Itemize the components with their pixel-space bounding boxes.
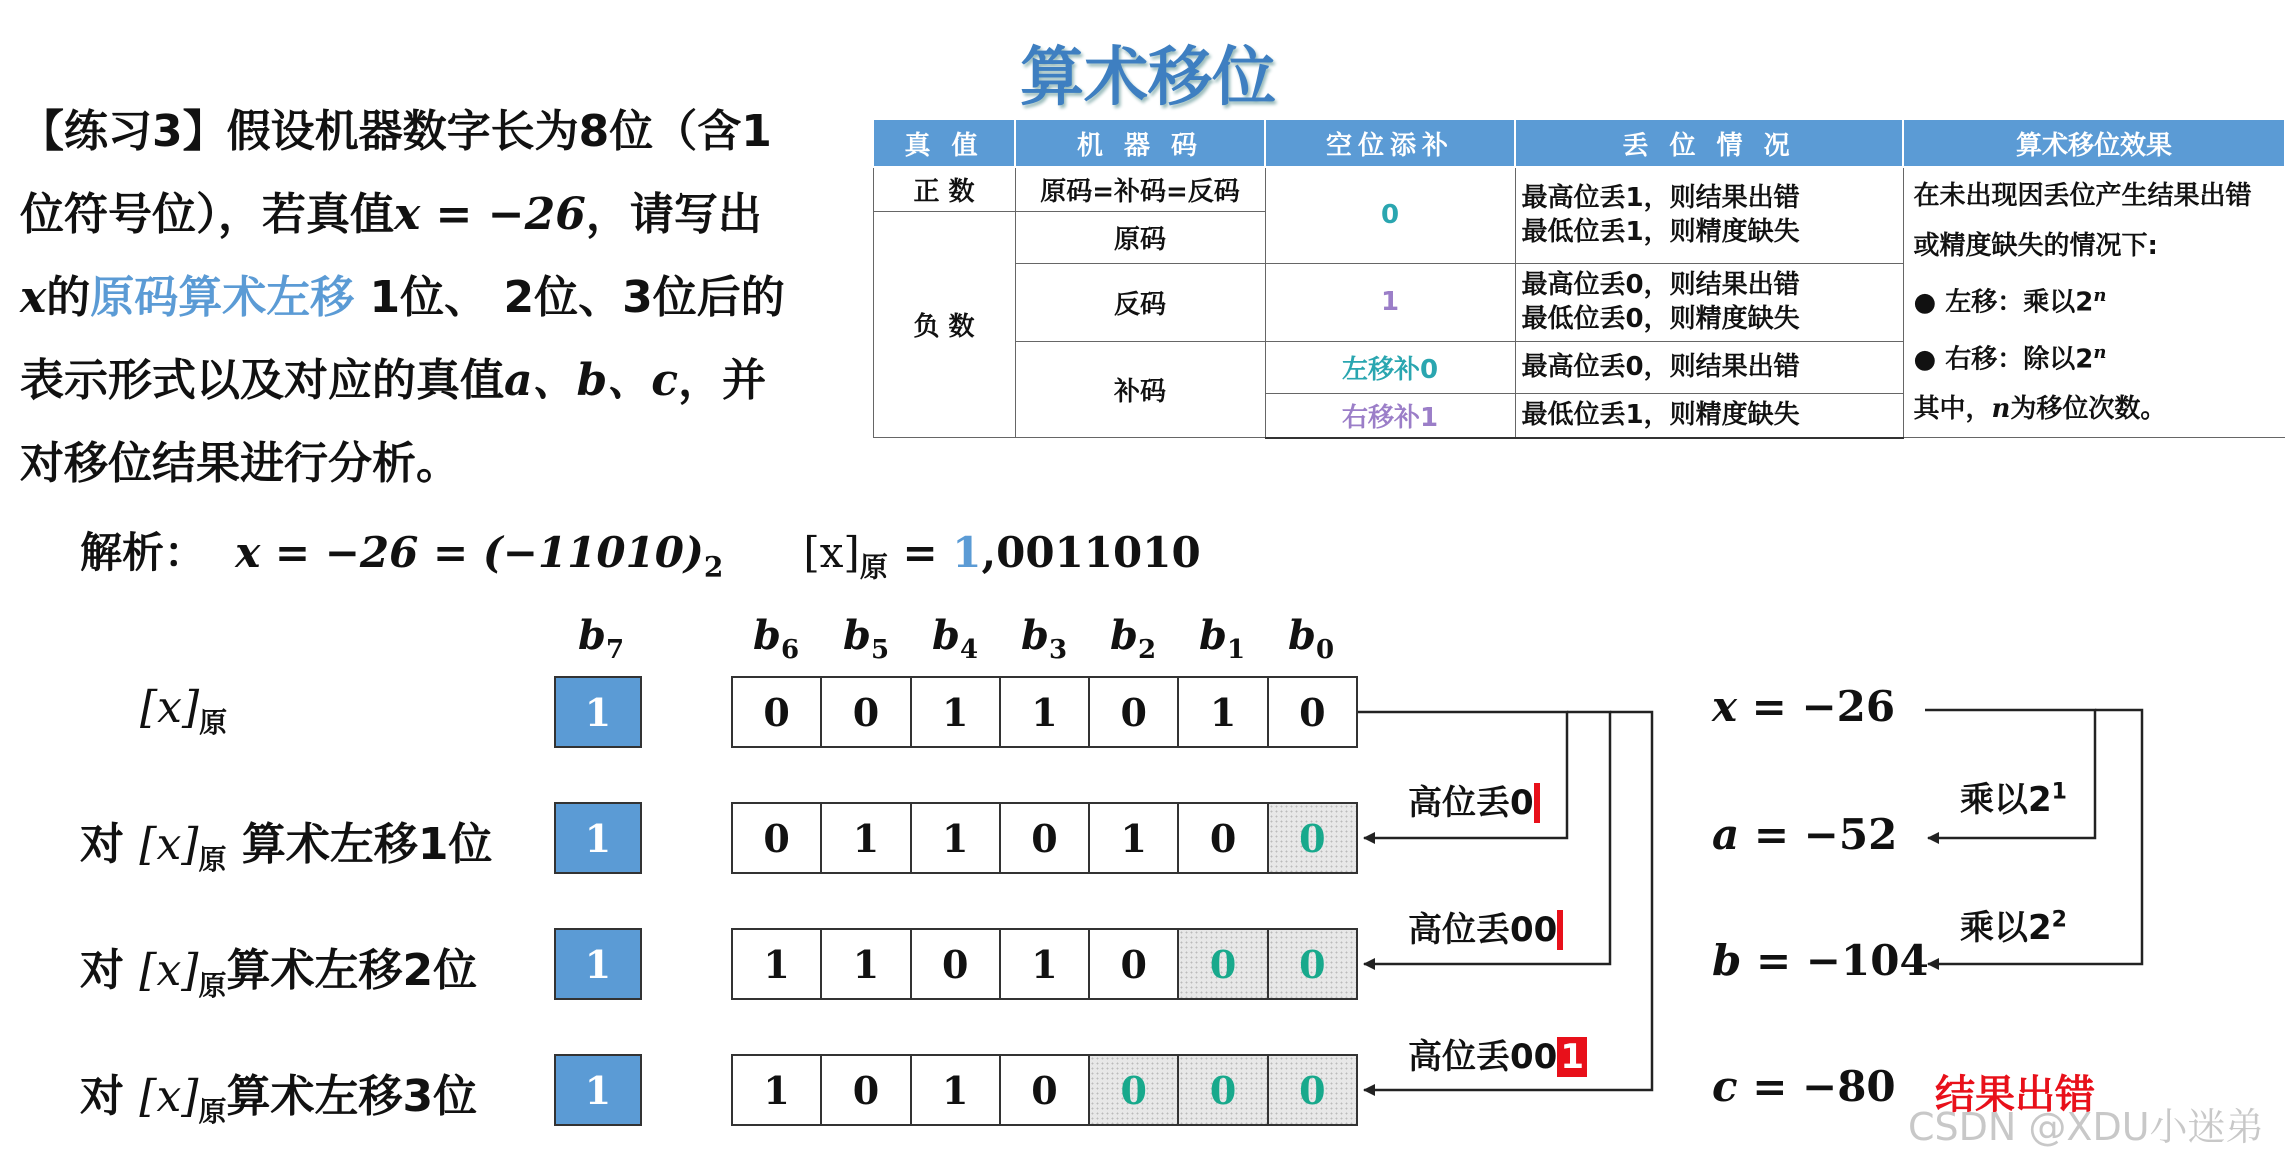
- mul-text: 乘以2: [1960, 780, 2052, 820]
- effect-note: 为移位次数。: [2010, 394, 2167, 425]
- bit-cell: 0: [1001, 804, 1090, 872]
- effect-note: 其中，: [1913, 394, 1992, 425]
- bit-cell: 0: [1179, 804, 1268, 872]
- bit-label-letter: b: [578, 612, 606, 659]
- effect-sup: n: [2093, 341, 2107, 363]
- bit-cell: 1: [1001, 930, 1090, 998]
- cell-positive-code: 原码=补码=反码: [1015, 167, 1265, 212]
- bit-cell: 1: [912, 678, 1001, 746]
- problem-text-2: ，请写出: [585, 189, 762, 240]
- tv-eq: = −80: [1737, 1062, 1896, 1111]
- effect-line-2: 或精度缺失的情况下:: [1913, 231, 2158, 261]
- row-sub: 原: [198, 843, 227, 876]
- bit-cell: 1: [733, 930, 822, 998]
- cell-neg-yuan: 原码: [1015, 212, 1265, 264]
- tv-eq: = −52: [1739, 810, 1898, 859]
- sign-bit: 1: [554, 1054, 642, 1126]
- analysis-x-base: 2: [703, 550, 724, 584]
- sign-bit: 1: [554, 928, 642, 1000]
- problem-x-value: x = −26: [394, 189, 586, 240]
- bit-cell-filled: 0: [1269, 1056, 1356, 1124]
- lost-label-3: [1408, 1029, 1587, 1078]
- analysis-label: 解析：: [80, 528, 207, 577]
- row-suffix: 算术左移2位: [226, 945, 478, 996]
- lost-red: [1557, 910, 1563, 950]
- analysis-rest-bits: ,0011010: [981, 528, 1201, 577]
- tv-eq: = −104: [1741, 936, 1929, 985]
- effect-line-1: 在未出现因丢位产生结果出错: [1913, 181, 2252, 211]
- bit-cell-filled: 0: [1269, 804, 1356, 872]
- effect-sup: n: [2093, 285, 2107, 306]
- analysis-eq: =: [887, 528, 953, 577]
- lost-red-bit: 1: [1557, 1037, 1587, 1077]
- tv-eq: = −26: [1737, 682, 1896, 731]
- lost-text: 高位丢0: [1408, 783, 1534, 823]
- bit-cell: 0: [1299, 689, 1326, 735]
- cell-neg-fan: 反码: [1015, 263, 1265, 341]
- cell-fill-left: 左移补0: [1265, 341, 1515, 393]
- bit-label-sub: 4: [959, 635, 979, 665]
- bit-label-sub: 3: [1048, 635, 1068, 665]
- bit-label-sub: 5: [870, 635, 890, 665]
- row-suffix: 算术左移3位: [226, 1071, 478, 1122]
- bit-label-letter: b: [843, 612, 871, 659]
- cell-negative: 负 数: [873, 212, 1015, 438]
- true-value-c: [1712, 1062, 1896, 1111]
- loss-line: 最低位丢0，则精度缺失: [1521, 304, 1800, 335]
- bit-cell: 0: [822, 678, 911, 746]
- problem-text-4: 1位、 2位、3位后的表示形式以及对应的真值: [20, 272, 785, 406]
- problem-highlight: 原码算术左移: [90, 272, 355, 323]
- bit-cell: 1: [822, 804, 911, 872]
- loss-line: 最高位丢0，则结果出错: [1521, 270, 1800, 301]
- bit-cell: 1: [1179, 678, 1268, 746]
- row-prefix: 对: [80, 1071, 140, 1122]
- tv-var: a: [1712, 810, 1740, 859]
- row-x: [x]: [140, 682, 200, 733]
- row-suffix: 算术左移1位: [226, 819, 493, 870]
- bit-label-sub: 6: [780, 635, 800, 665]
- bit-cell: 0: [1090, 930, 1179, 998]
- header-loss: 丢 位 情 况: [1515, 119, 1903, 167]
- bit-label-letter: b: [1199, 612, 1227, 659]
- bit-cell: 1: [822, 930, 911, 998]
- row-sub: 原: [199, 706, 228, 739]
- bit-cell: 0: [1090, 678, 1179, 746]
- header-effect: 算术移位效果: [1903, 119, 2285, 167]
- error-label: 结果出错: [1935, 1072, 2095, 1118]
- cell-fill-right: 右移补1: [1265, 393, 1515, 438]
- true-value-x: [1712, 682, 1895, 731]
- mul-sup: 1: [2051, 779, 2067, 805]
- row-sub: 原: [198, 1095, 227, 1128]
- header-true-value: 真 值: [873, 119, 1015, 167]
- effect-right: ● 右移：除以2: [1913, 344, 2094, 375]
- mul-text: 乘以2: [1960, 908, 2052, 948]
- true-value-a: [1712, 810, 1897, 859]
- loss-line: 最高位丢1，则结果出错: [1521, 183, 1800, 214]
- cell-loss-bu-left: 最高位丢0，则结果出错: [1515, 341, 1903, 393]
- true-value-b: [1712, 936, 1929, 985]
- cell-fill-1: 1: [1265, 263, 1515, 341]
- analysis-yuan-sub: 原: [859, 550, 888, 584]
- cell-positive: 正 数: [873, 167, 1015, 212]
- header-machine-code: 机 器 码: [1015, 119, 1265, 167]
- bit-label-sub: 0: [1315, 635, 1335, 665]
- tv-var: x: [1712, 682, 1738, 731]
- multiplier-label-1: [1960, 772, 2067, 821]
- bit-cell-filled: 0: [1090, 1056, 1179, 1124]
- mul-sup: 2: [2051, 907, 2067, 933]
- bit-cell: 0: [912, 930, 1001, 998]
- bit-cell: 0: [1001, 1056, 1090, 1124]
- row-prefix: 对: [80, 945, 140, 996]
- bit-label-letter: b: [1288, 612, 1316, 659]
- tv-var: c: [1712, 1062, 1738, 1111]
- page-title: 算术移位: [1020, 41, 1276, 115]
- bit-label-letter: b: [753, 612, 781, 659]
- lost-text: 高位丢00: [1408, 1037, 1558, 1077]
- tv-var: b: [1712, 936, 1742, 985]
- cell-loss-bu-right: 最低位丢1，则精度缺失: [1515, 393, 1903, 438]
- bit-cell-filled: 0: [1179, 930, 1268, 998]
- lost-red: [1534, 783, 1540, 823]
- row-x: [x]: [139, 819, 199, 870]
- problem-abc: a、b、c: [504, 355, 679, 406]
- cell-neg-bu: 补码: [1015, 341, 1265, 437]
- bit-cell: 1: [912, 1056, 1001, 1124]
- header-fill: 空位添补: [1265, 119, 1515, 167]
- row-x: [x]: [139, 1071, 199, 1122]
- analysis-yuan-left: [x]: [803, 528, 860, 577]
- sign-bit: 1: [554, 802, 642, 874]
- row-prefix: 对: [80, 819, 140, 870]
- bit-label-sub: 1: [1226, 635, 1246, 665]
- bit-cell-filled: 0: [1179, 1056, 1268, 1124]
- problem-text-5: ，并对移位结果进行分析。: [20, 355, 767, 489]
- lost-text: 高位丢00: [1408, 910, 1558, 950]
- cell-fill-0: 0: [1265, 167, 1515, 263]
- bit-cell: 1: [1001, 678, 1090, 746]
- bit-label-letter: b: [932, 612, 960, 659]
- bit-cell: 0: [822, 1056, 911, 1124]
- loss-line: 最低位丢1，则精度缺失: [1521, 217, 1800, 248]
- effect-n: n: [1991, 394, 2011, 425]
- bit-cell: 0: [733, 804, 822, 872]
- problem-x-var: x: [20, 272, 47, 323]
- sign-bit: 1: [554, 676, 642, 748]
- analysis-x-expr: x = −26 = (−11010): [235, 528, 704, 577]
- bit-cell: 1: [1090, 804, 1179, 872]
- bit-label-sub: 7: [605, 635, 625, 665]
- problem-text-1: 【练习3】假设机器数字长为8位（含1位符号位），若真值: [20, 106, 772, 240]
- bit-cell: 1: [912, 804, 1001, 872]
- bit-label-sub: 2: [1137, 635, 1157, 665]
- problem-text-3: 的: [46, 272, 91, 323]
- lost-label-1: [1408, 775, 1540, 824]
- bit-label-letter: b: [1110, 612, 1138, 659]
- effect-left: ● 左移：乘以2: [1913, 287, 2094, 318]
- bit-label-letter: b: [1021, 612, 1049, 659]
- row-sub: 原: [198, 969, 227, 1002]
- row-x: [x]: [139, 945, 199, 996]
- bit-cell: 0: [733, 678, 822, 746]
- lost-label-2: [1408, 902, 1563, 951]
- multiplier-label-2: [1960, 900, 2067, 949]
- bit-cell-filled: 0: [1269, 930, 1356, 998]
- watermark: CSDN @XDU小迷弟: [1908, 1105, 2264, 1149]
- analysis-sign-bit: 1: [952, 528, 982, 577]
- bit-cell: 1: [733, 1056, 822, 1124]
